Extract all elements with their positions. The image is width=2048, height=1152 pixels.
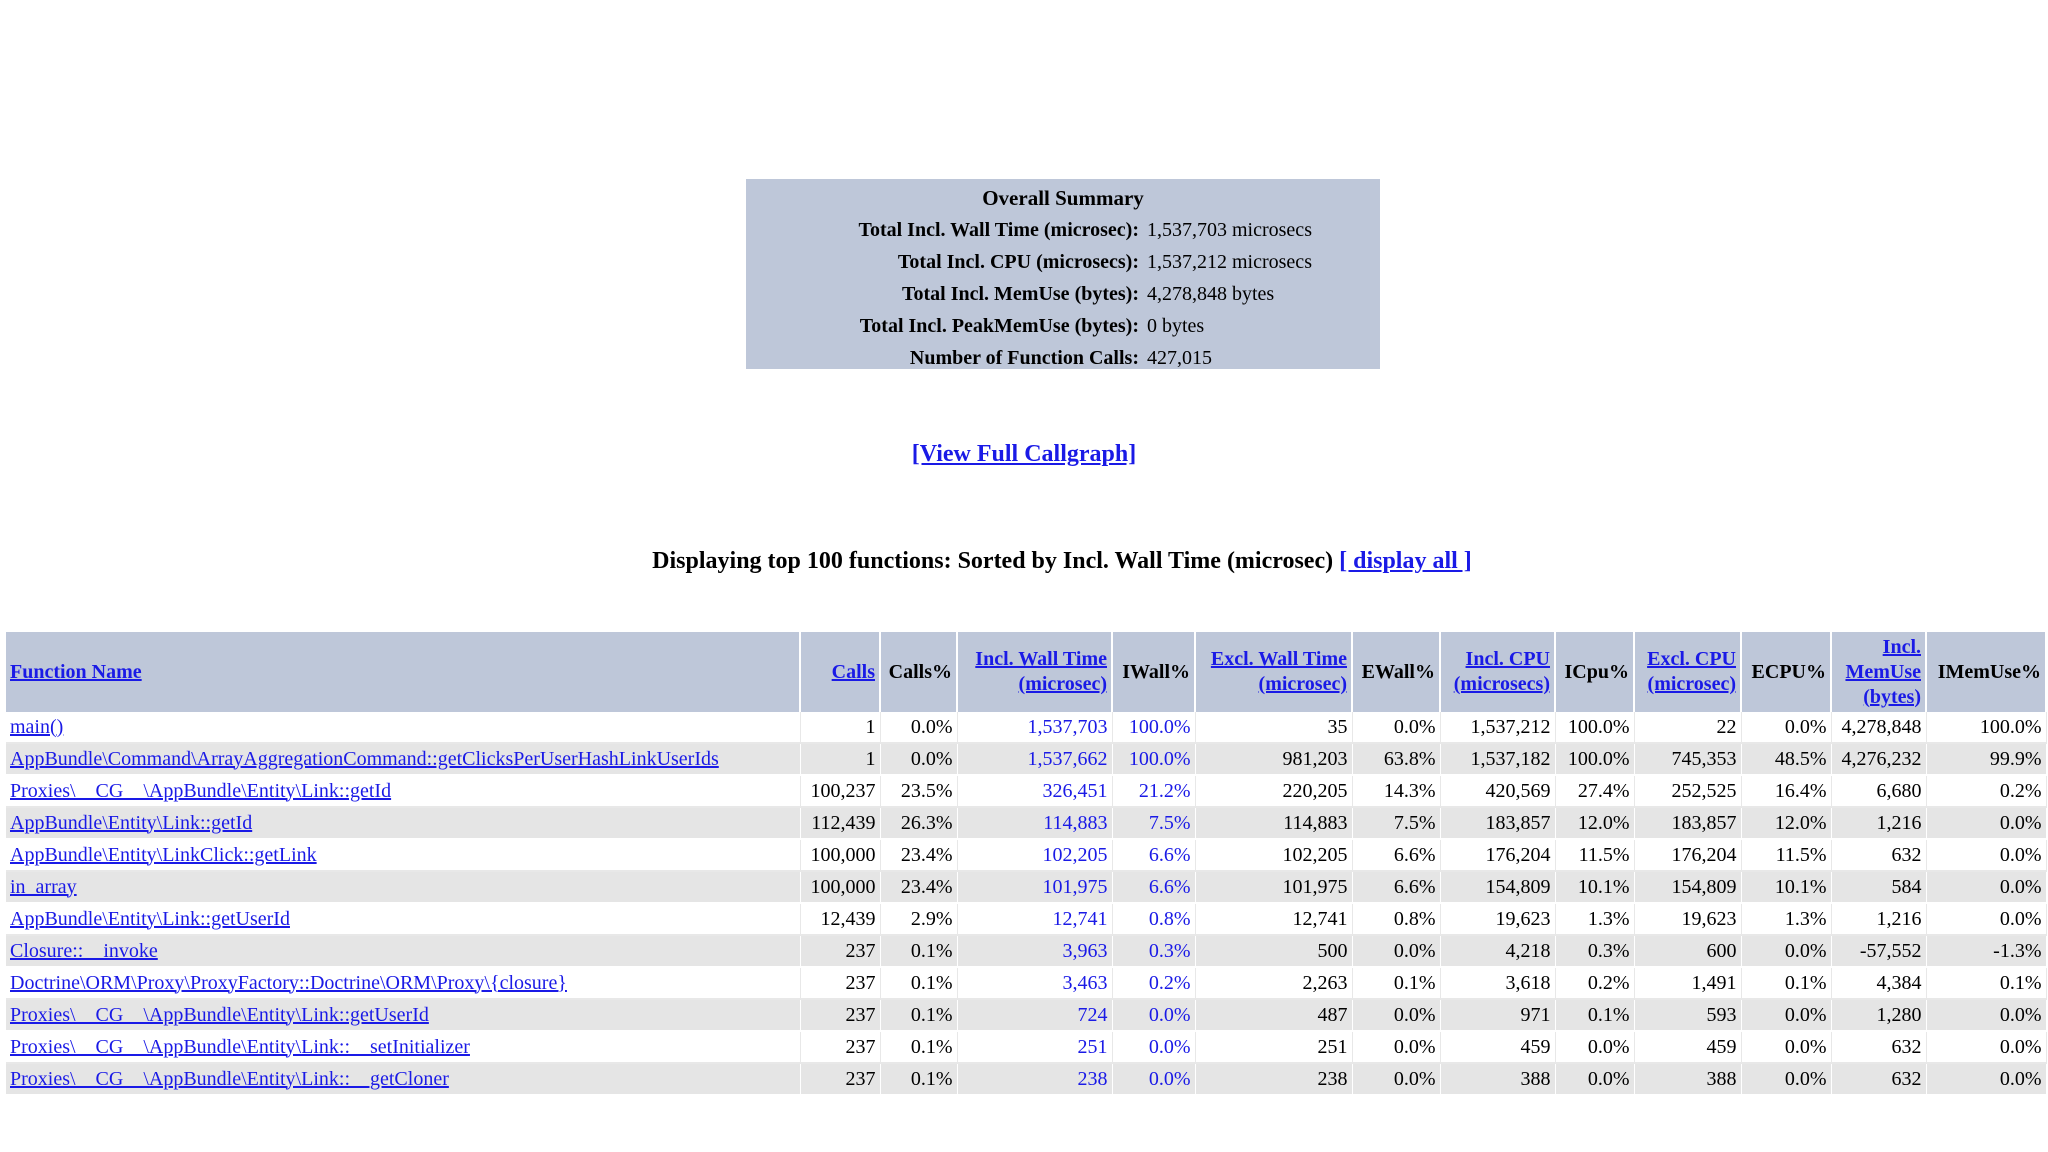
cell-incl-cpu: 1,537,212 bbox=[1440, 712, 1555, 743]
cell-calls-pct: 0.1% bbox=[880, 967, 957, 999]
cell-ecpu-pct: 11.5% bbox=[1741, 839, 1831, 871]
heading-text: Displaying top 100 functions: Sorted by Incl. Wall Time (microsec) bbox=[652, 548, 1334, 574]
cell-incl-wall-time: 3,963 bbox=[957, 935, 1112, 967]
cell-calls: 1 bbox=[800, 743, 880, 775]
cell-excl-cpu: 183,857 bbox=[1634, 807, 1741, 839]
cell-incl-memuse: 1,216 bbox=[1831, 807, 1926, 839]
cell-incl-cpu: 183,857 bbox=[1440, 807, 1555, 839]
cell-iwall-pct: 0.0% bbox=[1112, 1031, 1195, 1063]
summary-value: 1,537,212 microsecs bbox=[1147, 251, 1312, 273]
cell-ecpu-pct: 16.4% bbox=[1741, 775, 1831, 807]
cell-iwall-pct: 0.3% bbox=[1112, 935, 1195, 967]
cell-calls-pct: 0.0% bbox=[880, 743, 957, 775]
cell-imemuse-pct: 99.9% bbox=[1926, 743, 2046, 775]
cell-calls-pct: 26.3% bbox=[880, 807, 957, 839]
header-calls[interactable] bbox=[800, 632, 880, 712]
cell-iwall-pct: 100.0% bbox=[1112, 712, 1195, 743]
cell-imemuse-pct: 0.0% bbox=[1926, 1063, 2046, 1095]
cell-ewall-pct: 63.8% bbox=[1352, 743, 1440, 775]
cell-icpu-pct: 0.3% bbox=[1555, 935, 1634, 967]
header-incl-wall-time[interactable] bbox=[957, 632, 1112, 712]
cell-calls-pct: 23.5% bbox=[880, 775, 957, 807]
function-link[interactable]: AppBundle\Entity\Link::getId bbox=[10, 811, 253, 834]
cell-incl-memuse: 4,276,232 bbox=[1831, 743, 1926, 775]
cell-ecpu-pct: 0.0% bbox=[1741, 1031, 1831, 1063]
cell-excl-wall-time: 35 bbox=[1195, 712, 1352, 743]
cell-incl-memuse: 632 bbox=[1831, 1031, 1926, 1063]
cell-imemuse-pct: 0.0% bbox=[1926, 1031, 2046, 1063]
cell-incl-cpu: 3,618 bbox=[1440, 967, 1555, 999]
cell-calls: 237 bbox=[800, 967, 880, 999]
function-link[interactable]: AppBundle\Entity\LinkClick::getLink bbox=[10, 843, 317, 866]
cell-icpu-pct: 0.0% bbox=[1555, 1063, 1634, 1095]
view-full-callgraph-link[interactable]: [View Full Callgraph] bbox=[911, 441, 1137, 467]
cell-icpu-pct: 0.1% bbox=[1555, 999, 1634, 1031]
cell-imemuse-pct: 0.1% bbox=[1926, 967, 2046, 999]
header-line: Incl. CPU bbox=[1465, 648, 1550, 670]
function-link[interactable]: Closure::__invoke bbox=[10, 939, 158, 962]
function-link[interactable]: in_array bbox=[10, 875, 77, 898]
header-calls-pct: Calls% bbox=[880, 632, 957, 712]
cell-function-name bbox=[6, 903, 800, 935]
cell-incl-wall-time: 1,537,703 bbox=[957, 712, 1112, 743]
cell-incl-cpu: 420,569 bbox=[1440, 775, 1555, 807]
cell-ewall-pct: 6.6% bbox=[1352, 871, 1440, 903]
cell-ewall-pct: 0.0% bbox=[1352, 1031, 1440, 1063]
table-row bbox=[6, 999, 2046, 1031]
cell-incl-wall-time: 1,537,662 bbox=[957, 743, 1112, 775]
table-row bbox=[6, 1063, 2046, 1095]
cell-icpu-pct: 100.0% bbox=[1555, 743, 1634, 775]
function-link[interactable]: AppBundle\Entity\Link::getUserId bbox=[10, 907, 290, 930]
cell-icpu-pct: 0.2% bbox=[1555, 967, 1634, 999]
cell-excl-cpu: 176,204 bbox=[1634, 839, 1741, 871]
cell-excl-wall-time: 101,975 bbox=[1195, 871, 1352, 903]
header-line: Excl. CPU bbox=[1647, 648, 1736, 670]
cell-excl-cpu: 459 bbox=[1634, 1031, 1741, 1063]
cell-ecpu-pct: 0.0% bbox=[1741, 999, 1831, 1031]
table-header-row bbox=[6, 632, 2046, 712]
cell-excl-wall-time: 12,741 bbox=[1195, 903, 1352, 935]
cell-function-name bbox=[6, 839, 800, 871]
cell-imemuse-pct: 0.0% bbox=[1926, 903, 2046, 935]
functions-table bbox=[6, 632, 2047, 1096]
table-row bbox=[6, 743, 2046, 775]
table-row bbox=[6, 775, 2046, 807]
table-row bbox=[6, 1031, 2046, 1063]
cell-calls-pct: 0.1% bbox=[880, 999, 957, 1031]
header-ecpu-pct: ECPU% bbox=[1741, 632, 1831, 712]
cell-ecpu-pct: 12.0% bbox=[1741, 807, 1831, 839]
sort-link[interactable]: Calls bbox=[831, 660, 875, 683]
summary-row-wall-time bbox=[746, 214, 1380, 246]
cell-excl-wall-time: 487 bbox=[1195, 999, 1352, 1031]
header-function-name[interactable] bbox=[6, 632, 800, 712]
cell-incl-memuse: 632 bbox=[1831, 839, 1926, 871]
cell-icpu-pct: 10.1% bbox=[1555, 871, 1634, 903]
cell-excl-cpu: 22 bbox=[1634, 712, 1741, 743]
sort-link[interactable]: Function Name bbox=[10, 660, 142, 683]
cell-imemuse-pct: 0.2% bbox=[1926, 775, 2046, 807]
cell-function-name bbox=[6, 935, 800, 967]
cell-calls-pct: 0.1% bbox=[880, 1063, 957, 1095]
sort-link[interactable] bbox=[1454, 648, 1550, 695]
cell-incl-wall-time: 102,205 bbox=[957, 839, 1112, 871]
function-link[interactable]: main() bbox=[10, 715, 64, 738]
cell-iwall-pct: 0.8% bbox=[1112, 903, 1195, 935]
cell-function-name bbox=[6, 712, 800, 743]
function-link[interactable]: AppBundle\Command\ArrayAggregationCommand::getClicksPerUserHashLinkUserIds bbox=[10, 747, 719, 770]
cell-ewall-pct: 7.5% bbox=[1352, 807, 1440, 839]
function-link[interactable]: Proxies\__CG__\AppBundle\Entity\Link::getUserId bbox=[10, 1003, 429, 1026]
cell-function-name bbox=[6, 775, 800, 807]
header-line: (microsec) bbox=[1647, 673, 1736, 695]
cell-ecpu-pct: 0.0% bbox=[1741, 712, 1831, 743]
cell-excl-cpu: 388 bbox=[1634, 1063, 1741, 1095]
header-incl-memuse[interactable] bbox=[1831, 632, 1926, 712]
cell-icpu-pct: 27.4% bbox=[1555, 775, 1634, 807]
cell-ecpu-pct: 1.3% bbox=[1741, 903, 1831, 935]
cell-incl-wall-time: 251 bbox=[957, 1031, 1112, 1063]
cell-calls: 100,000 bbox=[800, 839, 880, 871]
function-link[interactable]: Proxies\__CG__\AppBundle\Entity\Link::__getCloner bbox=[10, 1067, 449, 1090]
cell-iwall-pct: 6.6% bbox=[1112, 839, 1195, 871]
sort-link[interactable] bbox=[1647, 648, 1736, 695]
summary-row-peak-memuse bbox=[746, 310, 1380, 342]
table-row bbox=[6, 935, 2046, 967]
cell-incl-memuse: 1,280 bbox=[1831, 999, 1926, 1031]
header-excl-cpu[interactable] bbox=[1634, 632, 1741, 712]
cell-icpu-pct: 11.5% bbox=[1555, 839, 1634, 871]
cell-calls: 100,237 bbox=[800, 775, 880, 807]
cell-ewall-pct: 0.0% bbox=[1352, 712, 1440, 743]
cell-incl-cpu: 1,537,182 bbox=[1440, 743, 1555, 775]
cell-iwall-pct: 100.0% bbox=[1112, 743, 1195, 775]
cell-excl-cpu: 600 bbox=[1634, 935, 1741, 967]
cell-calls: 237 bbox=[800, 935, 880, 967]
header-ewall-pct: EWall% bbox=[1352, 632, 1440, 712]
cell-calls: 100,000 bbox=[800, 871, 880, 903]
functions-table-container bbox=[6, 632, 2047, 1096]
cell-incl-cpu: 154,809 bbox=[1440, 871, 1555, 903]
cell-excl-cpu: 252,525 bbox=[1634, 775, 1741, 807]
cell-incl-cpu: 388 bbox=[1440, 1063, 1555, 1095]
callgraph-container bbox=[0, 441, 2048, 468]
cell-ecpu-pct: 10.1% bbox=[1741, 871, 1831, 903]
display-all-link[interactable]: [ display all ] bbox=[1339, 548, 1472, 574]
table-body bbox=[6, 712, 2046, 1095]
summary-label: Total Incl. CPU (microsecs): bbox=[897, 251, 1139, 273]
cell-iwall-pct: 7.5% bbox=[1112, 807, 1195, 839]
cell-excl-wall-time: 220,205 bbox=[1195, 775, 1352, 807]
summary-title: Overall Summary bbox=[982, 186, 1144, 210]
cell-incl-cpu: 176,204 bbox=[1440, 839, 1555, 871]
cell-calls-pct: 23.4% bbox=[880, 839, 957, 871]
cell-incl-wall-time: 101,975 bbox=[957, 871, 1112, 903]
sort-link[interactable] bbox=[1845, 636, 1921, 708]
cell-calls-pct: 23.4% bbox=[880, 871, 957, 903]
summary-value: 0 bytes bbox=[1147, 315, 1205, 337]
table-row bbox=[6, 903, 2046, 935]
cell-calls-pct: 0.1% bbox=[880, 935, 957, 967]
cell-excl-cpu: 593 bbox=[1634, 999, 1741, 1031]
cell-excl-wall-time: 102,205 bbox=[1195, 839, 1352, 871]
cell-imemuse-pct: 0.0% bbox=[1926, 871, 2046, 903]
cell-iwall-pct: 21.2% bbox=[1112, 775, 1195, 807]
cell-incl-cpu: 971 bbox=[1440, 999, 1555, 1031]
cell-excl-wall-time: 981,203 bbox=[1195, 743, 1352, 775]
cell-iwall-pct: 0.0% bbox=[1112, 1063, 1195, 1095]
header-line: MemUse bbox=[1845, 660, 1921, 683]
cell-excl-cpu: 1,491 bbox=[1634, 967, 1741, 999]
cell-excl-cpu: 745,353 bbox=[1634, 743, 1741, 775]
cell-iwall-pct: 6.6% bbox=[1112, 871, 1195, 903]
cell-calls-pct: 2.9% bbox=[880, 903, 957, 935]
header-line: (microsec) bbox=[1018, 673, 1107, 695]
cell-incl-memuse: -57,552 bbox=[1831, 935, 1926, 967]
cell-imemuse-pct: -1.3% bbox=[1926, 935, 2046, 967]
header-iwall-pct: IWall% bbox=[1112, 632, 1195, 712]
cell-incl-memuse: 632 bbox=[1831, 1063, 1926, 1095]
function-link[interactable]: Proxies\__CG__\AppBundle\Entity\Link::getId bbox=[10, 779, 392, 802]
header-line: Excl. Wall Time bbox=[1210, 648, 1347, 670]
cell-function-name bbox=[6, 1031, 800, 1063]
cell-incl-cpu: 4,218 bbox=[1440, 935, 1555, 967]
cell-excl-wall-time: 2,263 bbox=[1195, 967, 1352, 999]
cell-ewall-pct: 0.0% bbox=[1352, 999, 1440, 1031]
cell-ewall-pct: 0.8% bbox=[1352, 903, 1440, 935]
cell-calls-pct: 0.1% bbox=[880, 1031, 957, 1063]
cell-incl-memuse: 6,680 bbox=[1831, 775, 1926, 807]
cell-incl-memuse: 4,384 bbox=[1831, 967, 1926, 999]
cell-function-name bbox=[6, 999, 800, 1031]
cell-excl-wall-time: 238 bbox=[1195, 1063, 1352, 1095]
cell-excl-wall-time: 114,883 bbox=[1195, 807, 1352, 839]
cell-imemuse-pct: 0.0% bbox=[1926, 839, 2046, 871]
summary-label: Total Incl. PeakMemUse (bytes): bbox=[859, 315, 1139, 337]
cell-excl-wall-time: 500 bbox=[1195, 935, 1352, 967]
cell-calls: 1 bbox=[800, 712, 880, 743]
summary-row-function-calls bbox=[746, 342, 1380, 374]
header-excl-wall-time[interactable] bbox=[1195, 632, 1352, 712]
cell-ecpu-pct: 0.1% bbox=[1741, 967, 1831, 999]
summary-label: Number of Function Calls: bbox=[909, 347, 1139, 369]
cell-function-name bbox=[6, 743, 800, 775]
summary-row-cpu bbox=[746, 246, 1380, 278]
cell-imemuse-pct: 100.0% bbox=[1926, 712, 2046, 743]
cell-incl-memuse: 1,216 bbox=[1831, 903, 1926, 935]
cell-ecpu-pct: 0.0% bbox=[1741, 935, 1831, 967]
cell-excl-cpu: 154,809 bbox=[1634, 871, 1741, 903]
cell-function-name bbox=[6, 871, 800, 903]
cell-icpu-pct: 100.0% bbox=[1555, 712, 1634, 743]
table-row bbox=[6, 967, 2046, 999]
table-row bbox=[6, 807, 2046, 839]
header-line: (bytes) bbox=[1863, 685, 1921, 708]
cell-imemuse-pct: 0.0% bbox=[1926, 807, 2046, 839]
sort-link[interactable] bbox=[1211, 648, 1347, 695]
cell-ecpu-pct: 48.5% bbox=[1741, 743, 1831, 775]
summary-value: 427,015 bbox=[1147, 347, 1212, 369]
cell-ewall-pct: 0.0% bbox=[1352, 1063, 1440, 1095]
summary-label: Total Incl. MemUse (bytes): bbox=[901, 283, 1139, 305]
header-icpu-pct: ICpu% bbox=[1555, 632, 1634, 712]
cell-function-name bbox=[6, 807, 800, 839]
header-line: Incl. bbox=[1882, 635, 1921, 658]
cell-ewall-pct: 14.3% bbox=[1352, 775, 1440, 807]
cell-incl-memuse: 584 bbox=[1831, 871, 1926, 903]
summary-value: 1,537,703 microsecs bbox=[1147, 219, 1312, 241]
cell-iwall-pct: 0.2% bbox=[1112, 967, 1195, 999]
cell-icpu-pct: 0.0% bbox=[1555, 1031, 1634, 1063]
header-imemuse-pct: IMemUse% bbox=[1926, 632, 2046, 712]
cell-icpu-pct: 12.0% bbox=[1555, 807, 1634, 839]
table-row bbox=[6, 871, 2046, 903]
table-row bbox=[6, 712, 2046, 743]
cell-incl-wall-time: 724 bbox=[957, 999, 1112, 1031]
cell-ecpu-pct: 0.0% bbox=[1741, 1063, 1831, 1095]
cell-incl-wall-time: 326,451 bbox=[957, 775, 1112, 807]
cell-excl-cpu: 19,623 bbox=[1634, 903, 1741, 935]
cell-icpu-pct: 1.3% bbox=[1555, 903, 1634, 935]
cell-function-name bbox=[6, 967, 800, 999]
header-incl-cpu[interactable] bbox=[1440, 632, 1555, 712]
header-line: (microsecs) bbox=[1453, 673, 1550, 695]
function-link[interactable]: Proxies\__CG__\AppBundle\Entity\Link::__setInitializer bbox=[10, 1035, 470, 1058]
cell-incl-wall-time: 114,883 bbox=[957, 807, 1112, 839]
cell-incl-wall-time: 12,741 bbox=[957, 903, 1112, 935]
cell-incl-memuse: 4,278,848 bbox=[1831, 712, 1926, 743]
cell-calls: 112,439 bbox=[800, 807, 880, 839]
header-line: Incl. Wall Time bbox=[975, 648, 1107, 670]
cell-incl-cpu: 19,623 bbox=[1440, 903, 1555, 935]
summary-value: 4,278,848 bytes bbox=[1147, 283, 1275, 305]
sort-link[interactable] bbox=[975, 648, 1107, 695]
cell-incl-wall-time: 3,463 bbox=[957, 967, 1112, 999]
cell-ewall-pct: 6.6% bbox=[1352, 839, 1440, 871]
cell-calls: 237 bbox=[800, 1063, 880, 1095]
cell-iwall-pct: 0.0% bbox=[1112, 999, 1195, 1031]
cell-incl-wall-time: 238 bbox=[957, 1063, 1112, 1095]
cell-excl-wall-time: 251 bbox=[1195, 1031, 1352, 1063]
summary-row-memuse bbox=[746, 278, 1380, 310]
functions-heading bbox=[0, 548, 2048, 575]
overall-summary bbox=[746, 179, 1380, 369]
table-row bbox=[6, 839, 2046, 871]
cell-ewall-pct: 0.0% bbox=[1352, 935, 1440, 967]
cell-calls: 237 bbox=[800, 999, 880, 1031]
summary-label: Total Incl. Wall Time (microsec): bbox=[858, 219, 1139, 241]
cell-calls-pct: 0.0% bbox=[880, 712, 957, 743]
cell-function-name bbox=[6, 1063, 800, 1095]
cell-ewall-pct: 0.1% bbox=[1352, 967, 1440, 999]
header-line: (microsec) bbox=[1258, 673, 1347, 695]
cell-incl-cpu: 459 bbox=[1440, 1031, 1555, 1063]
cell-calls: 237 bbox=[800, 1031, 880, 1063]
cell-calls: 12,439 bbox=[800, 903, 880, 935]
function-link[interactable]: Doctrine\ORM\Proxy\ProxyFactory::Doctrine\ORM\Proxy\{closure} bbox=[10, 971, 567, 994]
cell-imemuse-pct: 0.0% bbox=[1926, 999, 2046, 1031]
